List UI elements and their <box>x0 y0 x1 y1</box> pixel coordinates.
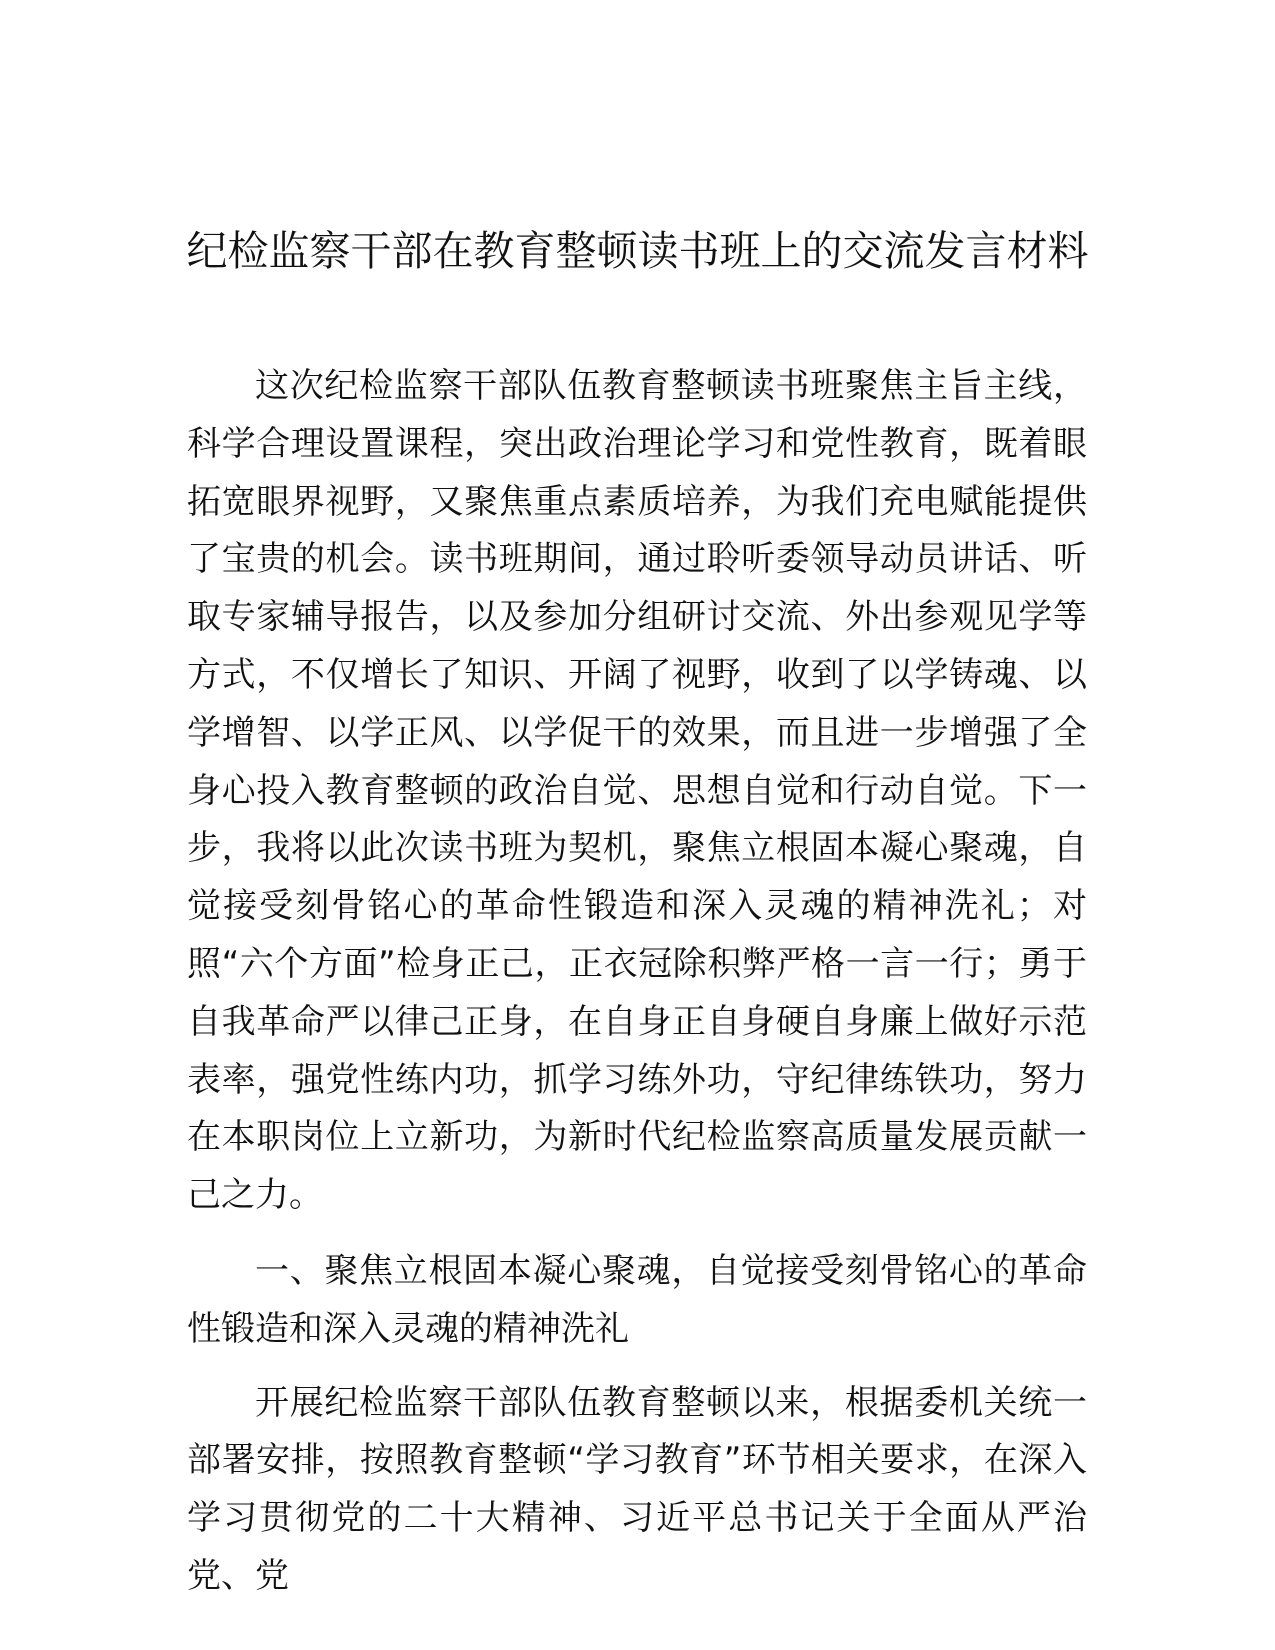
document-body <box>187 358 1087 1622</box>
section-heading-1: 一、聚焦立根固本凝心聚魂，自觉接受刻骨铭心的革命性锻造和深入灵魂的精神洗礼 <box>187 1250 1087 1349</box>
intro-paragraph: 这次纪检监察干部队伍教育整顿读书班聚焦主旨主线，科学合理设置课程，突出政治理论学习和党性教育，既着眼拓宽眼界视野，又聚焦重点素质培养，为我们充电赋能提供了宝贵的机会。读书班期间，通过聆听委领导动员讲话、听取专家辅导报告，以及参加分组研讨交流、外出参观见学等方式，不仅增长了知识、开阔了视野，收到了以学铸魂、以学增智、以学正风、以学促干的效果，而且进一步增强了全身心投入教育整顿的政治自觉、思想自觉和行动自觉。下一步，我将以此次读书班为契机，聚焦立根固本凝心聚魂，自觉接受刻骨铭心的革命性锻造和深入灵魂的精神洗礼；对照“六个方面”检身正己，正衣冠除积弊严格一言一行；勇于自我革命严以律己正身，在自身正自身硬自身廉上做好示范表率，强党性练内功，抓学习练外功，守纪律练铁功，努力在本职岗位上立新功，为新时代纪检监察高质量发展贡献一己之力。 <box>187 366 1087 1216</box>
section-1-paragraph: 开展纪检监察干部队伍教育整顿以来，根据委机关统一部署安排，按照教育整顿“学习教育”环节相关要求，在深入学习贯彻党的二十大精神、习近平总书记关于全面从严治党、党 <box>187 1382 1087 1596</box>
document-title: 纪检监察干部在教育整顿读书班上的交流发言材料 <box>186 227 1089 275</box>
